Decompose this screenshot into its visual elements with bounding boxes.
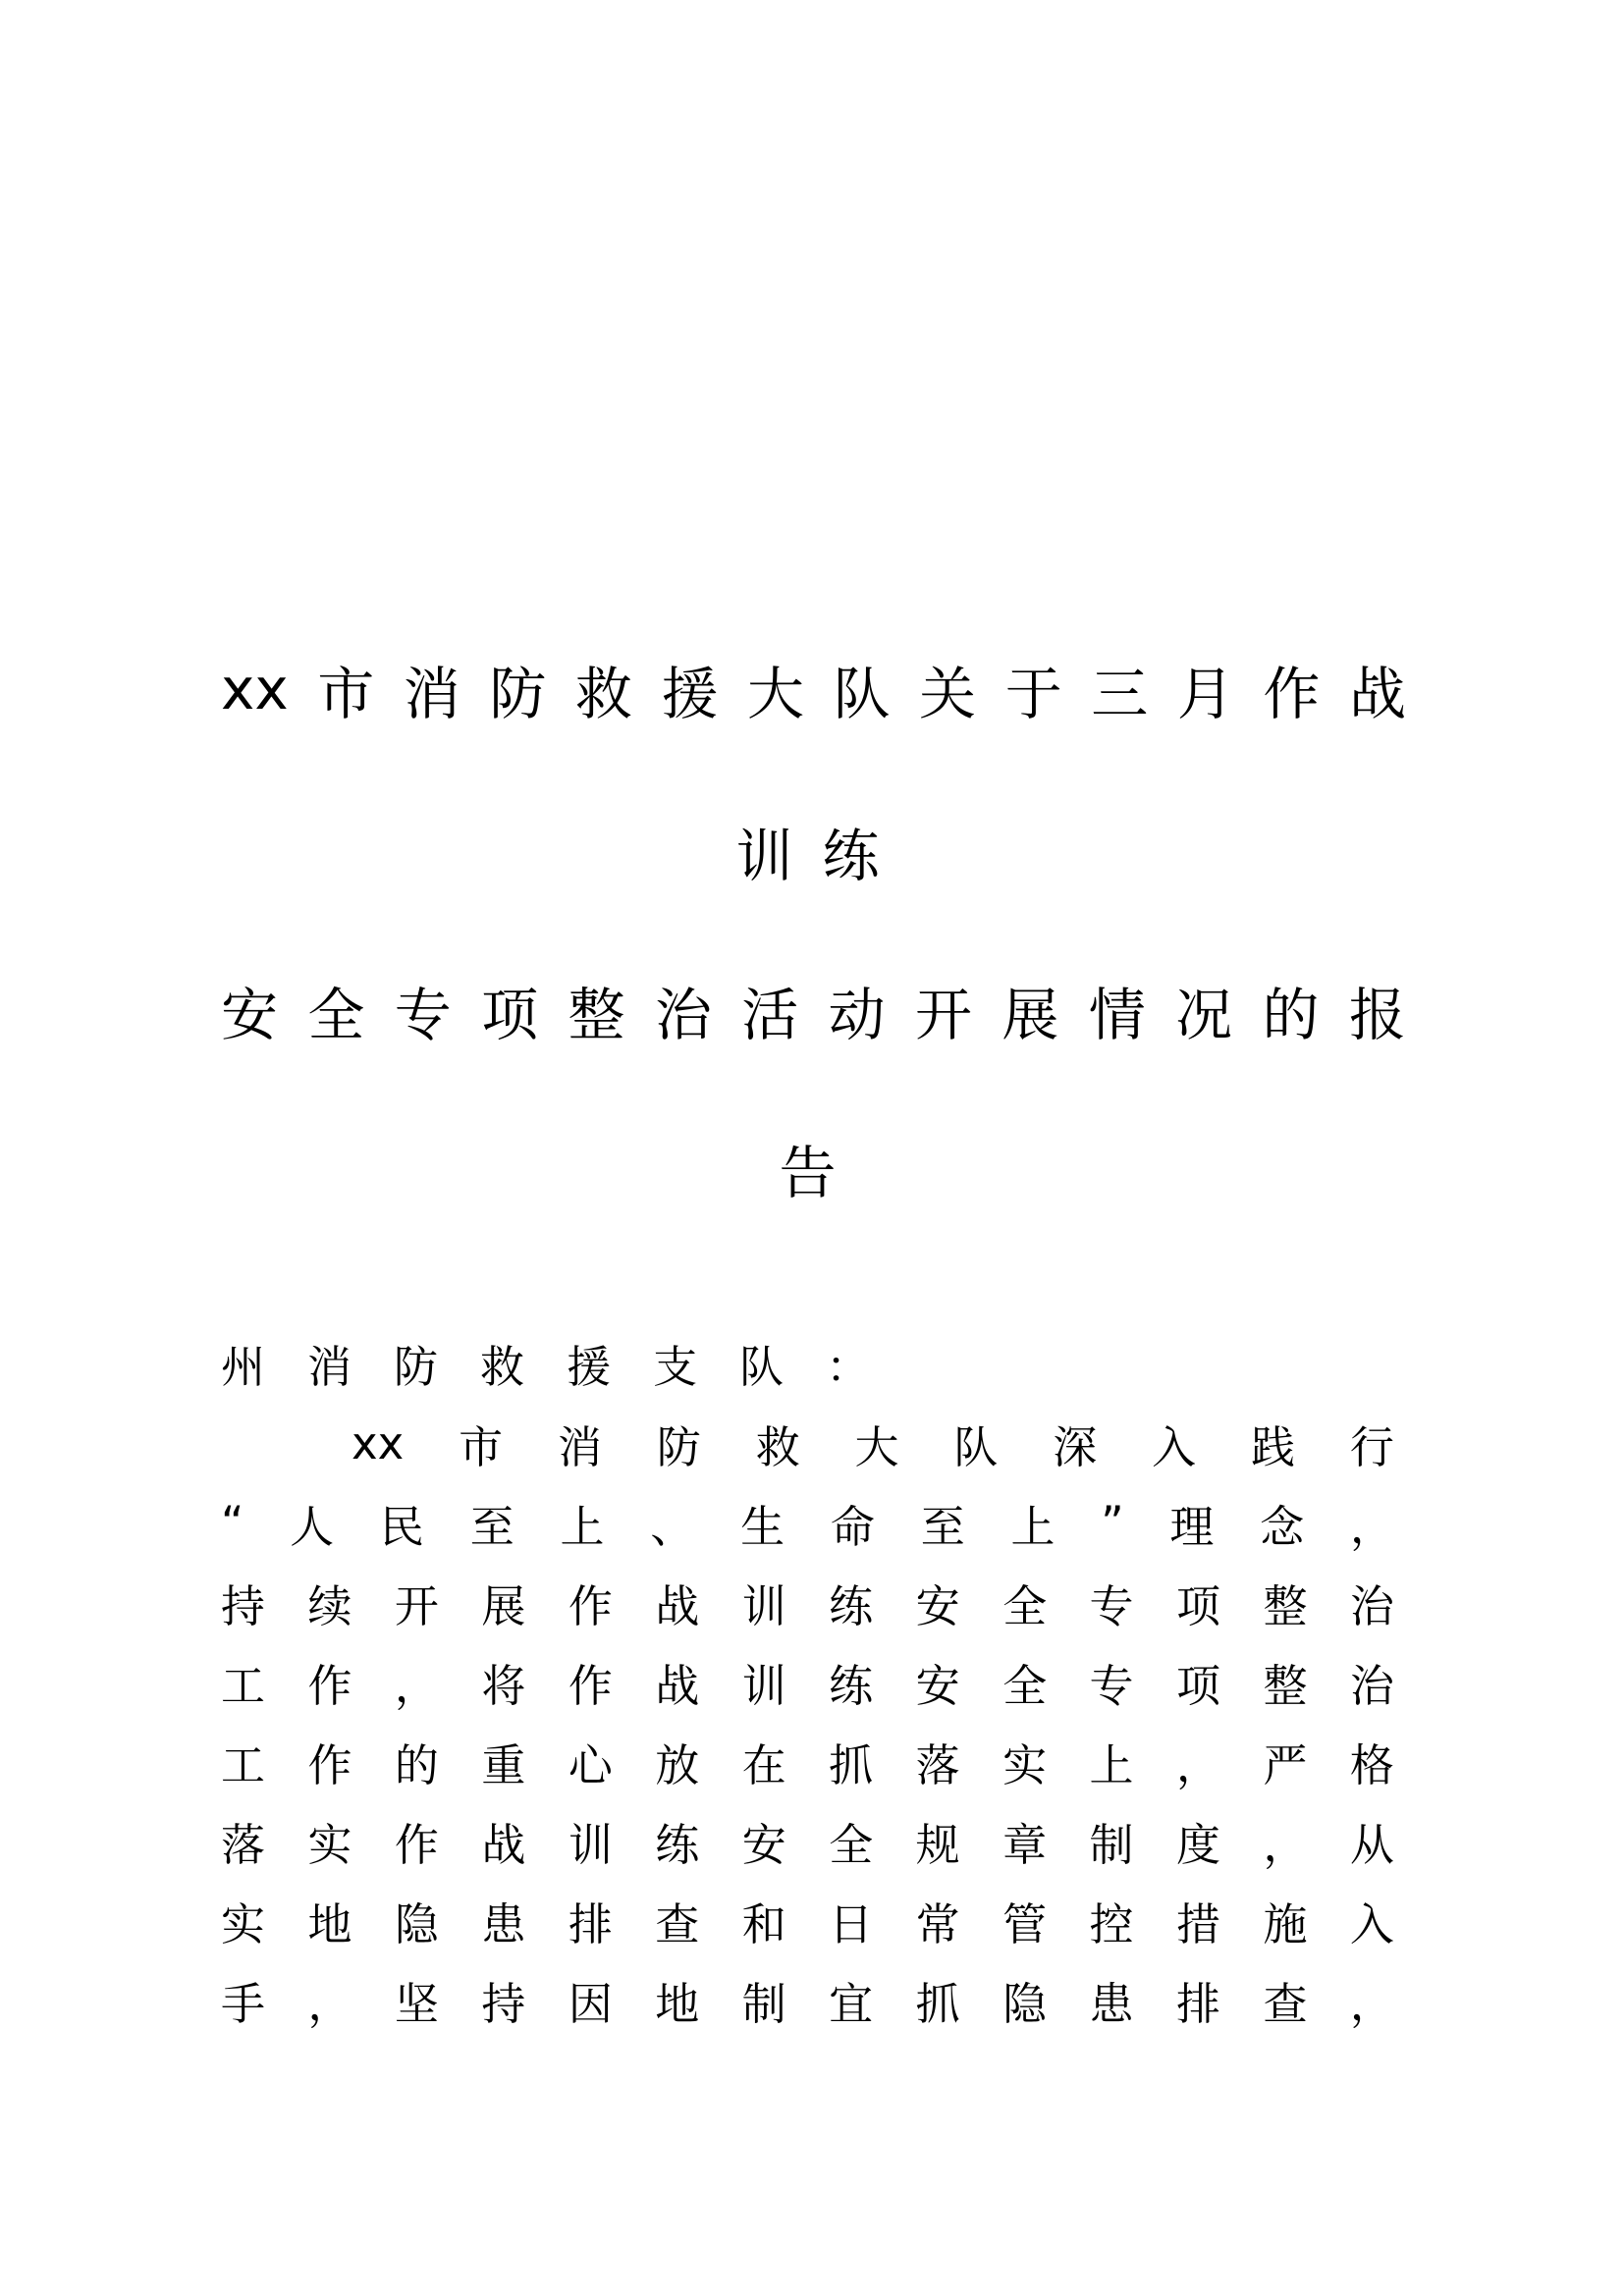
glyph: 情: [1088, 982, 1146, 1048]
body-line-7: [221, 1891, 1394, 1949]
glyph: 防: [656, 1420, 701, 1473]
glyph: 的: [394, 1738, 439, 1791]
glyph: 坚: [394, 1977, 439, 2030]
title-line-2: [221, 812, 1394, 890]
glyph: 措: [1175, 1897, 1220, 1950]
glyph: ，: [1349, 1500, 1394, 1553]
glyph: 专: [1089, 1659, 1134, 1712]
glyph: 续: [307, 1579, 352, 1632]
glyph: 隐: [394, 1897, 439, 1950]
glyph: xx: [221, 656, 289, 722]
glyph: 队: [833, 661, 891, 727]
glyph: 三: [1091, 661, 1149, 727]
glyph: 放: [655, 1738, 700, 1791]
glyph: 施: [1263, 1897, 1308, 1950]
glyph: 援: [661, 661, 719, 727]
glyph: 严: [1263, 1738, 1308, 1791]
glyph: 患: [1089, 1977, 1134, 2030]
glyph: 深: [1053, 1420, 1098, 1473]
glyph: 控: [1089, 1897, 1134, 1950]
glyph: 练: [829, 1579, 874, 1632]
salutation: [221, 1333, 1394, 1392]
glyph: 队: [739, 1340, 785, 1393]
glyph: 市: [317, 661, 375, 727]
body-line-8: [221, 1970, 1394, 2029]
glyph: 生: [740, 1500, 785, 1553]
glyph: 关: [919, 661, 977, 727]
glyph: ：: [826, 1340, 871, 1393]
glyph: 防: [489, 661, 547, 727]
glyph: 全: [307, 982, 365, 1048]
glyph: 践: [1250, 1420, 1295, 1473]
glyph: 作: [307, 1738, 352, 1791]
glyph: 战: [481, 1818, 526, 1871]
glyph: 人: [290, 1500, 335, 1553]
glyph: 落: [915, 1738, 960, 1791]
glyph: 和: [741, 1897, 786, 1950]
glyph: 专: [394, 982, 452, 1048]
glyph: 的: [1262, 982, 1320, 1048]
glyph: 州: [221, 1340, 266, 1393]
glyph: 援: [567, 1340, 612, 1393]
glyph: 训: [741, 1579, 786, 1632]
glyph: ，: [1263, 1818, 1308, 1871]
glyph: 常: [915, 1897, 960, 1950]
glyph: 至: [920, 1500, 965, 1553]
glyph: 工: [221, 1659, 266, 1712]
glyph: 安: [915, 1659, 960, 1712]
glyph: 实: [221, 1897, 266, 1950]
glyph: 在: [741, 1738, 786, 1791]
glyph: 入: [1349, 1897, 1394, 1950]
glyph: 制: [1089, 1818, 1134, 1871]
glyph: 训: [735, 823, 793, 889]
glyph: 战: [1348, 661, 1406, 727]
glyph: 月: [1176, 661, 1234, 727]
glyph: 开: [394, 1579, 439, 1632]
glyph: 实: [1002, 1738, 1048, 1791]
glyph: 整: [1263, 1659, 1308, 1712]
glyph: 宜: [829, 1977, 874, 2030]
glyph: 安: [221, 982, 279, 1048]
glyph: 上: [1089, 1738, 1134, 1791]
glyph: 报: [1348, 982, 1406, 1048]
glyph: xx: [352, 1416, 405, 1469]
glyph: 日: [829, 1897, 874, 1950]
body-line-2: [221, 1493, 1394, 1552]
glyph: 查: [1263, 1977, 1308, 2030]
glyph: 活: [741, 982, 799, 1048]
glyph: 度: [1175, 1818, 1220, 1871]
glyph: 理: [1169, 1500, 1215, 1553]
glyph: 至: [469, 1500, 514, 1553]
glyph: 市: [459, 1420, 504, 1473]
glyph: 救: [574, 661, 632, 727]
glyph: 手: [221, 1977, 266, 2030]
glyph: 持: [481, 1977, 526, 2030]
glyph: 制: [741, 1977, 786, 2030]
glyph: 心: [568, 1738, 613, 1791]
glyph: 作: [307, 1659, 352, 1712]
glyph: 工: [221, 1738, 266, 1791]
glyph: 支: [653, 1340, 698, 1393]
glyph: 训: [568, 1818, 613, 1871]
glyph: 入: [1152, 1420, 1197, 1473]
glyph: 作: [1263, 661, 1321, 727]
glyph: 全: [1002, 1659, 1048, 1712]
glyph: 防: [394, 1340, 439, 1393]
glyph: 练: [829, 1659, 874, 1712]
glyph: 消: [403, 661, 460, 727]
glyph: 作: [568, 1659, 613, 1712]
glyph: 训: [741, 1659, 786, 1712]
glyph: 全: [829, 1818, 874, 1871]
glyph: 全: [1002, 1579, 1048, 1632]
glyph: 患: [481, 1897, 526, 1950]
glyph: 安: [741, 1818, 786, 1871]
body-line-4: [221, 1652, 1394, 1711]
glyph: 行: [1349, 1420, 1394, 1473]
glyph: 项: [1175, 1579, 1220, 1632]
glyph: ，: [307, 1977, 352, 2030]
glyph: 展: [481, 1579, 526, 1632]
body-line-1: [352, 1414, 1394, 1472]
glyph: 抓: [915, 1977, 960, 2030]
glyph: 规: [915, 1818, 960, 1871]
glyph: 格: [1349, 1738, 1394, 1791]
glyph: 治: [1349, 1579, 1394, 1632]
glyph: 告: [779, 1140, 837, 1206]
glyph: 落: [221, 1818, 266, 1871]
glyph: 练: [655, 1818, 700, 1871]
glyph: 管: [1002, 1897, 1048, 1950]
glyph: 大: [854, 1420, 899, 1473]
glyph: 救: [480, 1340, 525, 1393]
glyph: 治: [1349, 1659, 1394, 1712]
glyph: ”: [1101, 1496, 1124, 1549]
body-line-6: [221, 1811, 1394, 1870]
glyph: 项: [481, 982, 539, 1048]
glyph: 练: [822, 823, 880, 889]
glyph: 重: [481, 1738, 526, 1791]
glyph: 作: [568, 1579, 613, 1632]
glyph: “: [221, 1496, 244, 1549]
glyph: 项: [1175, 1659, 1220, 1712]
glyph: 地: [655, 1977, 700, 2030]
glyph: 隐: [1002, 1977, 1048, 2030]
glyph: 整: [1263, 1579, 1308, 1632]
title-line-4: [221, 1129, 1394, 1207]
glyph: 队: [953, 1420, 999, 1473]
glyph: 查: [655, 1897, 700, 1950]
body-line-5: [221, 1732, 1394, 1790]
glyph: 因: [568, 1977, 613, 2030]
glyph: 持: [221, 1579, 266, 1632]
glyph: 于: [1004, 661, 1062, 727]
glyph: 排: [1175, 1977, 1220, 2030]
glyph: 专: [1089, 1579, 1134, 1632]
glyph: ，: [394, 1659, 439, 1712]
glyph: 抓: [829, 1738, 874, 1791]
glyph: 战: [655, 1659, 700, 1712]
glyph: 从: [1349, 1818, 1394, 1871]
glyph: 展: [1001, 982, 1059, 1048]
glyph: 救: [755, 1420, 800, 1473]
glyph: 将: [481, 1659, 526, 1712]
glyph: 实: [307, 1818, 352, 1871]
body-line-3: [221, 1573, 1394, 1631]
glyph: 安: [915, 1579, 960, 1632]
glyph: 、: [650, 1500, 695, 1553]
glyph: 况: [1175, 982, 1233, 1048]
glyph: 地: [307, 1897, 352, 1950]
glyph: 命: [830, 1500, 875, 1553]
glyph: 民: [379, 1500, 424, 1553]
glyph: 治: [654, 982, 712, 1048]
title-line-1: [221, 650, 1406, 728]
glyph: 整: [568, 982, 625, 1048]
glyph: ，: [1175, 1738, 1220, 1791]
glyph: 战: [655, 1579, 700, 1632]
glyph: 念: [1260, 1500, 1305, 1553]
glyph: 上: [1010, 1500, 1056, 1553]
glyph: 上: [560, 1500, 605, 1553]
glyph: 章: [1002, 1818, 1048, 1871]
glyph: 消: [557, 1420, 602, 1473]
glyph: ，: [1349, 1977, 1394, 2030]
glyph: 排: [568, 1897, 613, 1950]
glyph: 开: [915, 982, 973, 1048]
title-line-3: [221, 971, 1406, 1049]
glyph: 作: [394, 1818, 439, 1871]
glyph: 动: [828, 982, 886, 1048]
glyph: 消: [307, 1340, 352, 1393]
glyph: 大: [747, 661, 805, 727]
